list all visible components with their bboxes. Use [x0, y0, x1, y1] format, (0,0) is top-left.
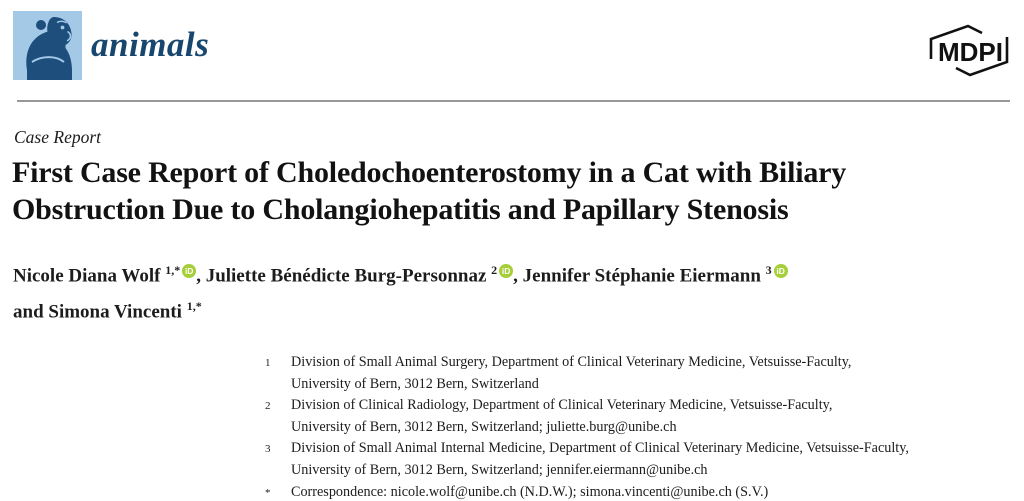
affiliation-marker: 3 [265, 443, 271, 456]
author-affiliation-marker: 2 [491, 263, 498, 277]
author-line [13, 291, 788, 327]
author-separator: , [513, 265, 523, 287]
article-title [12, 154, 1017, 228]
affiliation-marker: 2 [265, 400, 271, 413]
mdpi-hexagon-icon [926, 16, 1012, 80]
affiliation-text: Division of Small Animal Internal Medicine, Department of Clinical Veterinary Medicine, Vetsuisse-Faculty, University of Bern, 3012 Bern, Switzerland; jennifer.eiermann@unibe.ch [291, 440, 909, 478]
orcid-icon[interactable]: iD [499, 264, 513, 278]
author-block [13, 255, 788, 328]
article-title-line-2: Obstruction Due to Cholangiohepatitis and Papillary Stenosis [12, 193, 789, 226]
affiliations [265, 352, 1010, 501]
affiliation-text: Division of Small Animal Surgery, Department of Clinical Veterinary Medicine, Vetsuisse-Faculty, University of Bern, 3012 Bern, Switzerland [291, 354, 852, 392]
article-type-label: Case Report [14, 127, 102, 147]
author-line [13, 255, 788, 291]
mdpi-wordmark: MDPI [938, 37, 1003, 67]
author-affiliation-marker: 1,* [186, 299, 202, 314]
monkey-icon [13, 11, 82, 80]
orcid-icon[interactable]: iD [182, 264, 196, 278]
affiliation-marker: 1 [265, 357, 271, 369]
author-name: Nicole Diana Wolf [13, 265, 166, 287]
affiliation-row [265, 395, 1010, 438]
affiliation-row [265, 438, 1010, 481]
header-divider [17, 100, 1010, 102]
orcid-icon[interactable]: iD [774, 264, 788, 278]
author-name: and Simona Vincenti [13, 301, 187, 323]
author-affiliation-marker: 3 [765, 263, 772, 277]
journal-title: animals [91, 25, 210, 64]
affiliation-marker: * [265, 486, 271, 499]
author-affiliation-marker: 1,* [165, 263, 181, 277]
author-name: Jennifer Stéphanie Eiermann [522, 265, 766, 287]
author-separator: , [196, 265, 206, 287]
affiliation-row [265, 352, 1010, 395]
affiliation-row [265, 482, 1010, 501]
author-name: Juliette Bénédicte Burg-Personnaz [205, 265, 492, 287]
mdpi-logo [926, 16, 1012, 85]
affiliation-text: Division of Clinical Radiology, Department of Clinical Veterinary Medicine, Vetsuisse-Faculty, University of Bern, 3012 Bern, Switzerland; juliette.burg@unibe.ch [291, 397, 833, 435]
affiliation-text: Correspondence: nicole.wolf@unibe.ch (N.D.W.); simona.vincenti@unibe.ch (S.V.) [291, 483, 769, 500]
article-title-line-1: First Case Report of Choledochoenterostomy in a Cat with Biliary [12, 156, 847, 189]
journal-logo [13, 11, 82, 80]
